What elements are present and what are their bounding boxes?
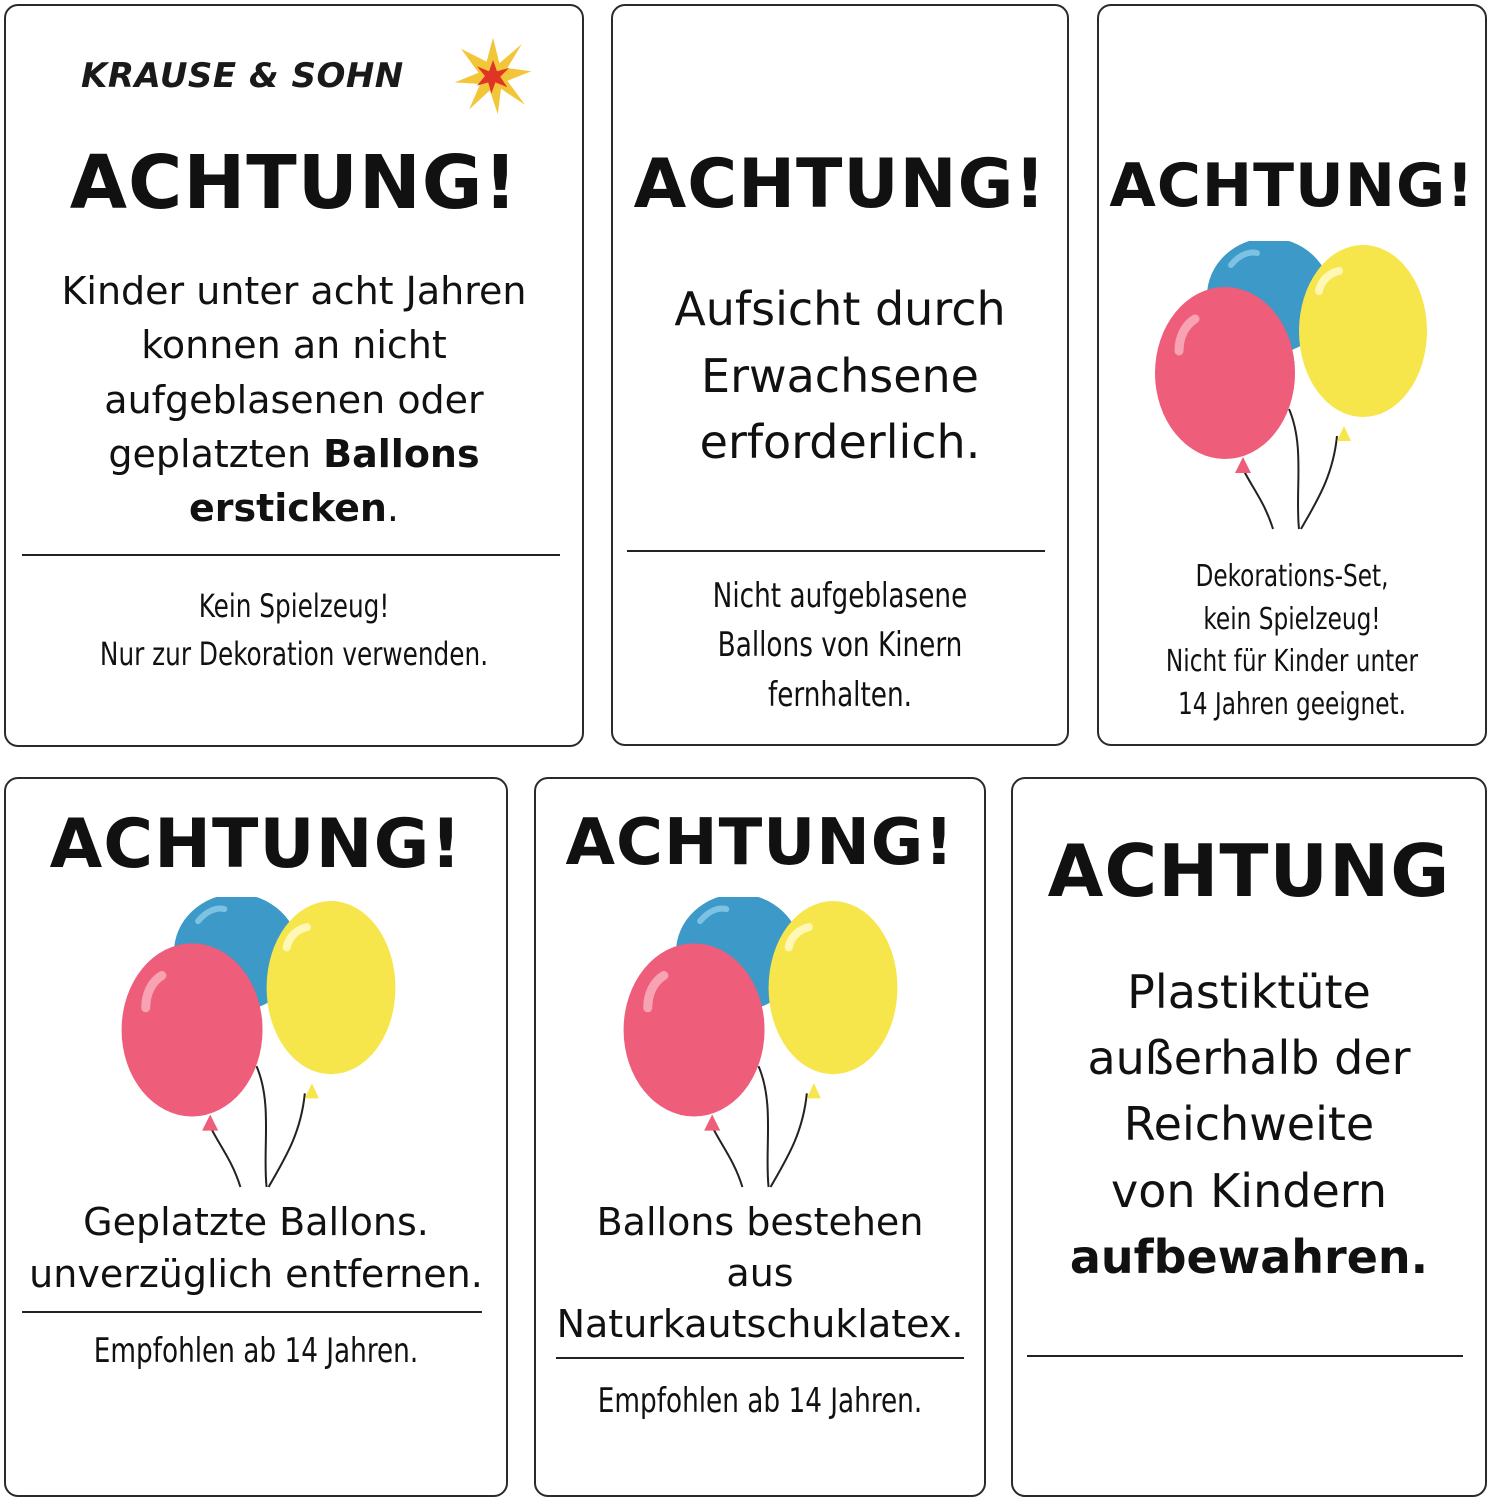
- card-footer: [645, 572, 1035, 720]
- card-body: [613, 276, 1067, 476]
- warning-card-1: [4, 4, 584, 747]
- body-emphasis: Ballons: [323, 431, 480, 476]
- card-body: [6, 264, 582, 536]
- divider-line: [556, 1357, 964, 1359]
- warning-card-3: [1097, 4, 1487, 746]
- body-line: [6, 427, 582, 481]
- card-heading: ACHTUNG!: [69, 140, 519, 226]
- card-footer: [1126, 556, 1458, 726]
- card-body: [6, 1197, 506, 1300]
- balloons-illustration: [616, 897, 901, 1189]
- brand-logo: [81, 46, 541, 116]
- footer-line: kein Spielzeug!: [1203, 601, 1381, 637]
- body-line: Kinder unter acht Jahren: [61, 269, 527, 313]
- footer-line: Nicht aufgeblasene: [712, 576, 968, 616]
- body-emphasis: ersticken: [188, 486, 387, 531]
- body-text: geplatzten: [108, 431, 324, 476]
- card-heading: ACHTUNG!: [49, 805, 463, 884]
- card-body: [1013, 959, 1485, 1290]
- body-line: Reichweite: [1123, 1097, 1375, 1152]
- body-line: Aufsicht durch: [674, 282, 1006, 336]
- body-line: unverzüglich entfernen.: [29, 1251, 483, 1296]
- footer-line: Empfohlen ab 14 Jahren.: [597, 1381, 923, 1421]
- body-line: außerhalb der: [1087, 1031, 1411, 1086]
- card-footer: [567, 1381, 952, 1421]
- footer-line: Dekorations-Set,: [1195, 559, 1389, 594]
- footer-line: Empfohlen ab 14 Jahren.: [93, 1331, 419, 1371]
- body-line: Plastiktüte: [1127, 965, 1371, 1019]
- warning-card-4: [4, 777, 508, 1497]
- card-heading: ACHTUNG: [1047, 829, 1451, 913]
- brand-name: KRAUSE & SOHN: [81, 56, 404, 96]
- divider-line: [22, 1311, 482, 1313]
- card-heading: ACHTUNG!: [1109, 151, 1475, 221]
- body-line: [1013, 1224, 1485, 1290]
- card-footer: [46, 582, 541, 678]
- card-heading: ACHTUNG!: [633, 145, 1047, 224]
- footer-line: Nur zur Dekoration verwenden.: [99, 635, 489, 673]
- footer-line: fernhalten.: [767, 674, 913, 715]
- footer-line: Kein Spielzeug!: [198, 587, 390, 625]
- body-line: [6, 481, 582, 535]
- body-text: .: [386, 486, 400, 531]
- footer-line: 14 Jahren geeignet.: [1178, 686, 1406, 722]
- balloons-illustration: [114, 897, 399, 1189]
- body-line: Erwachsene: [701, 348, 979, 403]
- starburst-icon: [453, 36, 533, 116]
- body-emphasis: aufbewahren.: [1069, 1229, 1429, 1284]
- warning-card-2: [611, 4, 1069, 746]
- divider-line: [22, 554, 560, 556]
- body-line: erforderlich.: [699, 415, 981, 470]
- body-line: aus: [726, 1250, 794, 1295]
- card-body: [536, 1197, 984, 1350]
- balloons-illustration: [1149, 241, 1429, 531]
- card-heading: ACHTUNG!: [565, 806, 955, 880]
- body-line: konnen an nicht: [141, 323, 447, 368]
- footer-line: Ballons von Kinern: [717, 625, 963, 666]
- divider-line: [627, 550, 1045, 552]
- card-footer: [41, 1331, 471, 1371]
- footer-line: Nicht für Kinder unter: [1165, 644, 1419, 680]
- warning-card-6: [1011, 777, 1487, 1497]
- body-line: von Kindern: [1111, 1163, 1387, 1218]
- body-line: aufgeblasenen oder: [104, 377, 484, 422]
- body-line: Geplatzte Ballons.: [83, 1200, 429, 1244]
- warning-card-5: [534, 777, 986, 1497]
- body-line: Ballons bestehen: [596, 1200, 924, 1244]
- body-line: Naturkautschuklatex.: [556, 1301, 964, 1346]
- divider-line: [1027, 1355, 1463, 1357]
